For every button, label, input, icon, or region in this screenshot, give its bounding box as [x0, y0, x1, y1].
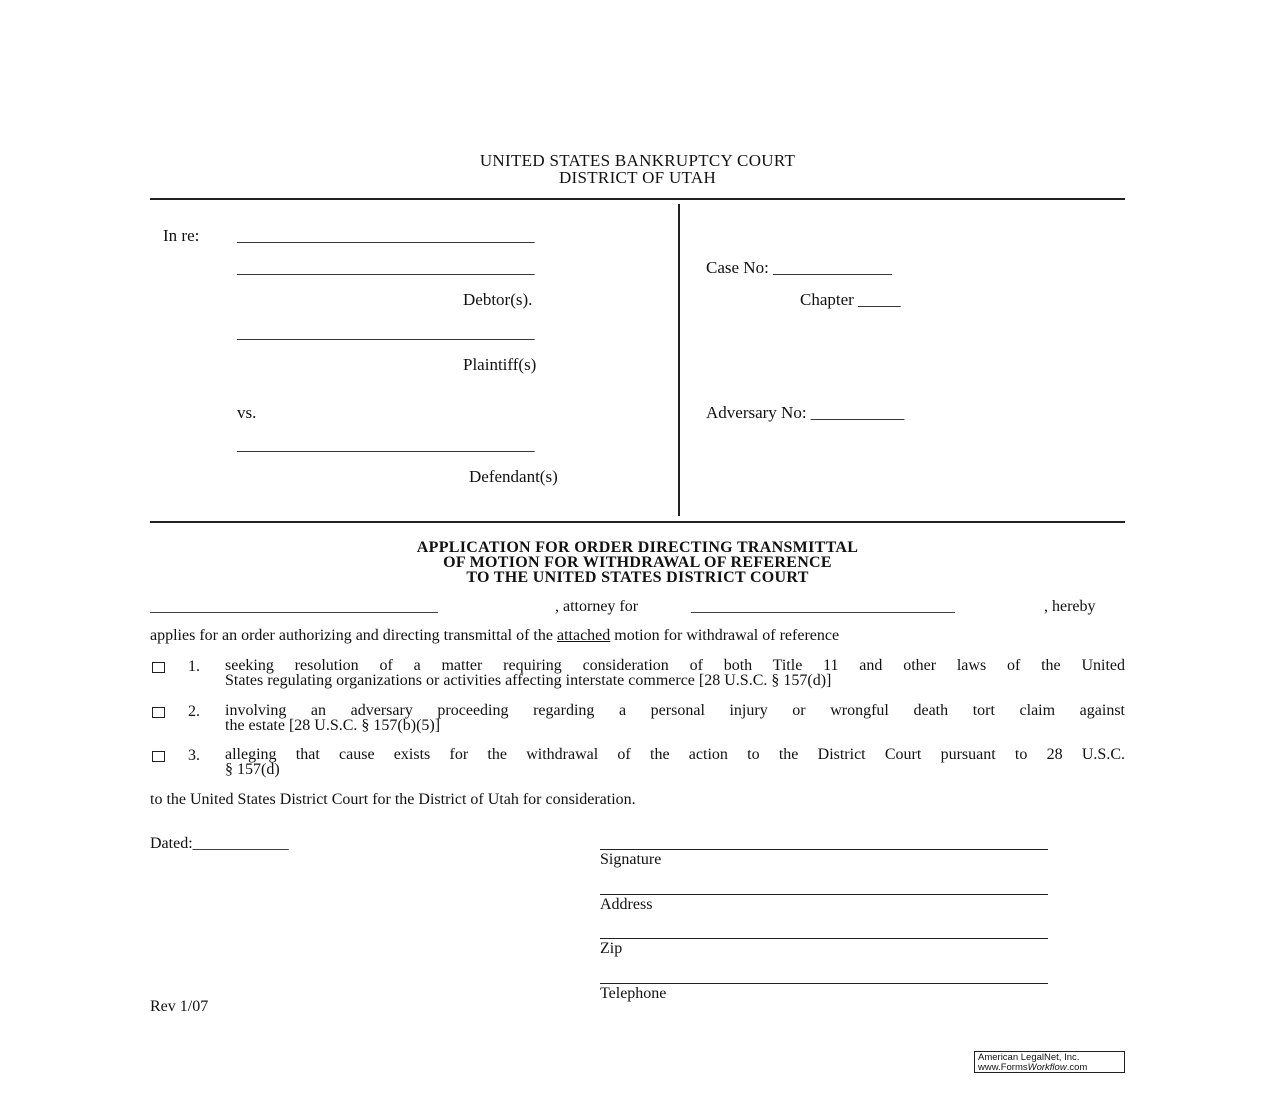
court-district: DISTRICT OF UTAH	[558, 168, 717, 187]
item-2-line-1: involving an adversary proceeding regarding a personal injury or wrongful death tort claim against	[225, 702, 1125, 719]
telephone-label: Telephone	[600, 985, 667, 1002]
defendant-name-blank[interactable]: ___________________________________	[237, 435, 535, 454]
stamp-workflow: Workflow	[1027, 1062, 1067, 1073]
document-title-line-1: APPLICATION FOR ORDER DIRECTING TRANSMITTAL	[416, 539, 859, 556]
item-2-line-2: the estate [28 U.S.C. § 157(b)(5)]	[225, 717, 441, 734]
item-2-text	[225, 703, 1125, 733]
vs-label: vs.	[237, 403, 257, 422]
document-title-line-3: TO THE UNITED STATES DISTRICT COURT	[466, 569, 809, 586]
attorney-for-text: , attorney for	[555, 598, 639, 615]
item-1-line-2: States regulating organizations or activities affecting interstate commerce [28 U.S.C. § 157(d)]	[225, 672, 832, 689]
item-1-number: 1.	[188, 658, 200, 675]
court-name: UNITED STATES BANKRUPTCY COURT	[479, 151, 796, 170]
applies-after: motion for withdrawal of reference	[614, 627, 840, 644]
case-number-field[interactable]: Case No: ______________	[706, 258, 893, 277]
item-3-text	[225, 747, 1125, 777]
chapter-field[interactable]: Chapter _____	[800, 290, 901, 309]
stamp-com: .com	[1066, 1062, 1088, 1073]
client-name-blank[interactable]: _________________________________	[691, 598, 955, 615]
item-1-line-1: seeking resolution of a matter requiring consideration of both Title 11 and other laws of the United	[225, 657, 1125, 674]
plaintiff-name-blank[interactable]: ___________________________________	[237, 323, 535, 342]
publisher-stamp	[974, 1051, 1125, 1073]
attached-word: attached	[556, 627, 611, 644]
debtor-label: Debtor(s).	[463, 290, 533, 309]
debtor-name-blank-2[interactable]: ___________________________________	[237, 258, 535, 277]
applies-before: applies for an order authorizing and directing transmittal of the	[150, 627, 553, 644]
in-re-label: In re:	[163, 226, 200, 245]
stamp-website	[978, 1063, 1124, 1073]
revision-label: Rev 1/07	[150, 998, 209, 1015]
item-3-line-2: § 157(d)	[225, 761, 280, 778]
telephone-line[interactable]	[600, 983, 1048, 984]
item-2-checkbox[interactable]	[152, 707, 165, 718]
top-rule	[150, 198, 1125, 200]
address-label: Address	[600, 896, 653, 913]
item-3-line-1: alleging that cause exists for the withdrawal of the action to the District Court pursuant to 28 U.S.C.	[225, 746, 1125, 763]
zip-line[interactable]	[600, 938, 1048, 939]
signature-line[interactable]	[600, 849, 1048, 850]
zip-label: Zip	[600, 940, 623, 957]
debtor-name-blank-1[interactable]: ___________________________________	[237, 226, 535, 245]
item-1-text	[225, 658, 1125, 688]
attorney-name-blank[interactable]: ____________________________________	[150, 598, 438, 615]
item-2-number: 2.	[188, 703, 200, 720]
adversary-number-field[interactable]: Adversary No: ___________	[706, 403, 905, 422]
caption-bottom-rule	[150, 521, 1125, 523]
plaintiff-label: Plaintiff(s)	[463, 355, 537, 374]
address-line[interactable]	[600, 894, 1048, 895]
stamp-company: American LegalNet, Inc.	[978, 1052, 1080, 1063]
signature-label: Signature	[600, 851, 662, 868]
item-3-checkbox[interactable]	[152, 751, 165, 762]
item-1-checkbox[interactable]	[152, 662, 165, 673]
defendant-label: Defendant(s)	[469, 467, 558, 486]
stamp-www: www.Forms	[978, 1062, 1028, 1073]
applies-text	[150, 627, 839, 645]
document-title-line-2: OF MOTION FOR WITHDRAWAL OF REFERENCE	[443, 554, 832, 571]
caption-divider	[678, 204, 680, 516]
item-3-number: 3.	[188, 747, 200, 764]
closing-text: to the United States District Court for the District of Utah for consideration.	[150, 791, 636, 808]
dated-field[interactable]: Dated:____________	[150, 835, 289, 852]
hereby-text: , hereby	[1044, 598, 1096, 615]
